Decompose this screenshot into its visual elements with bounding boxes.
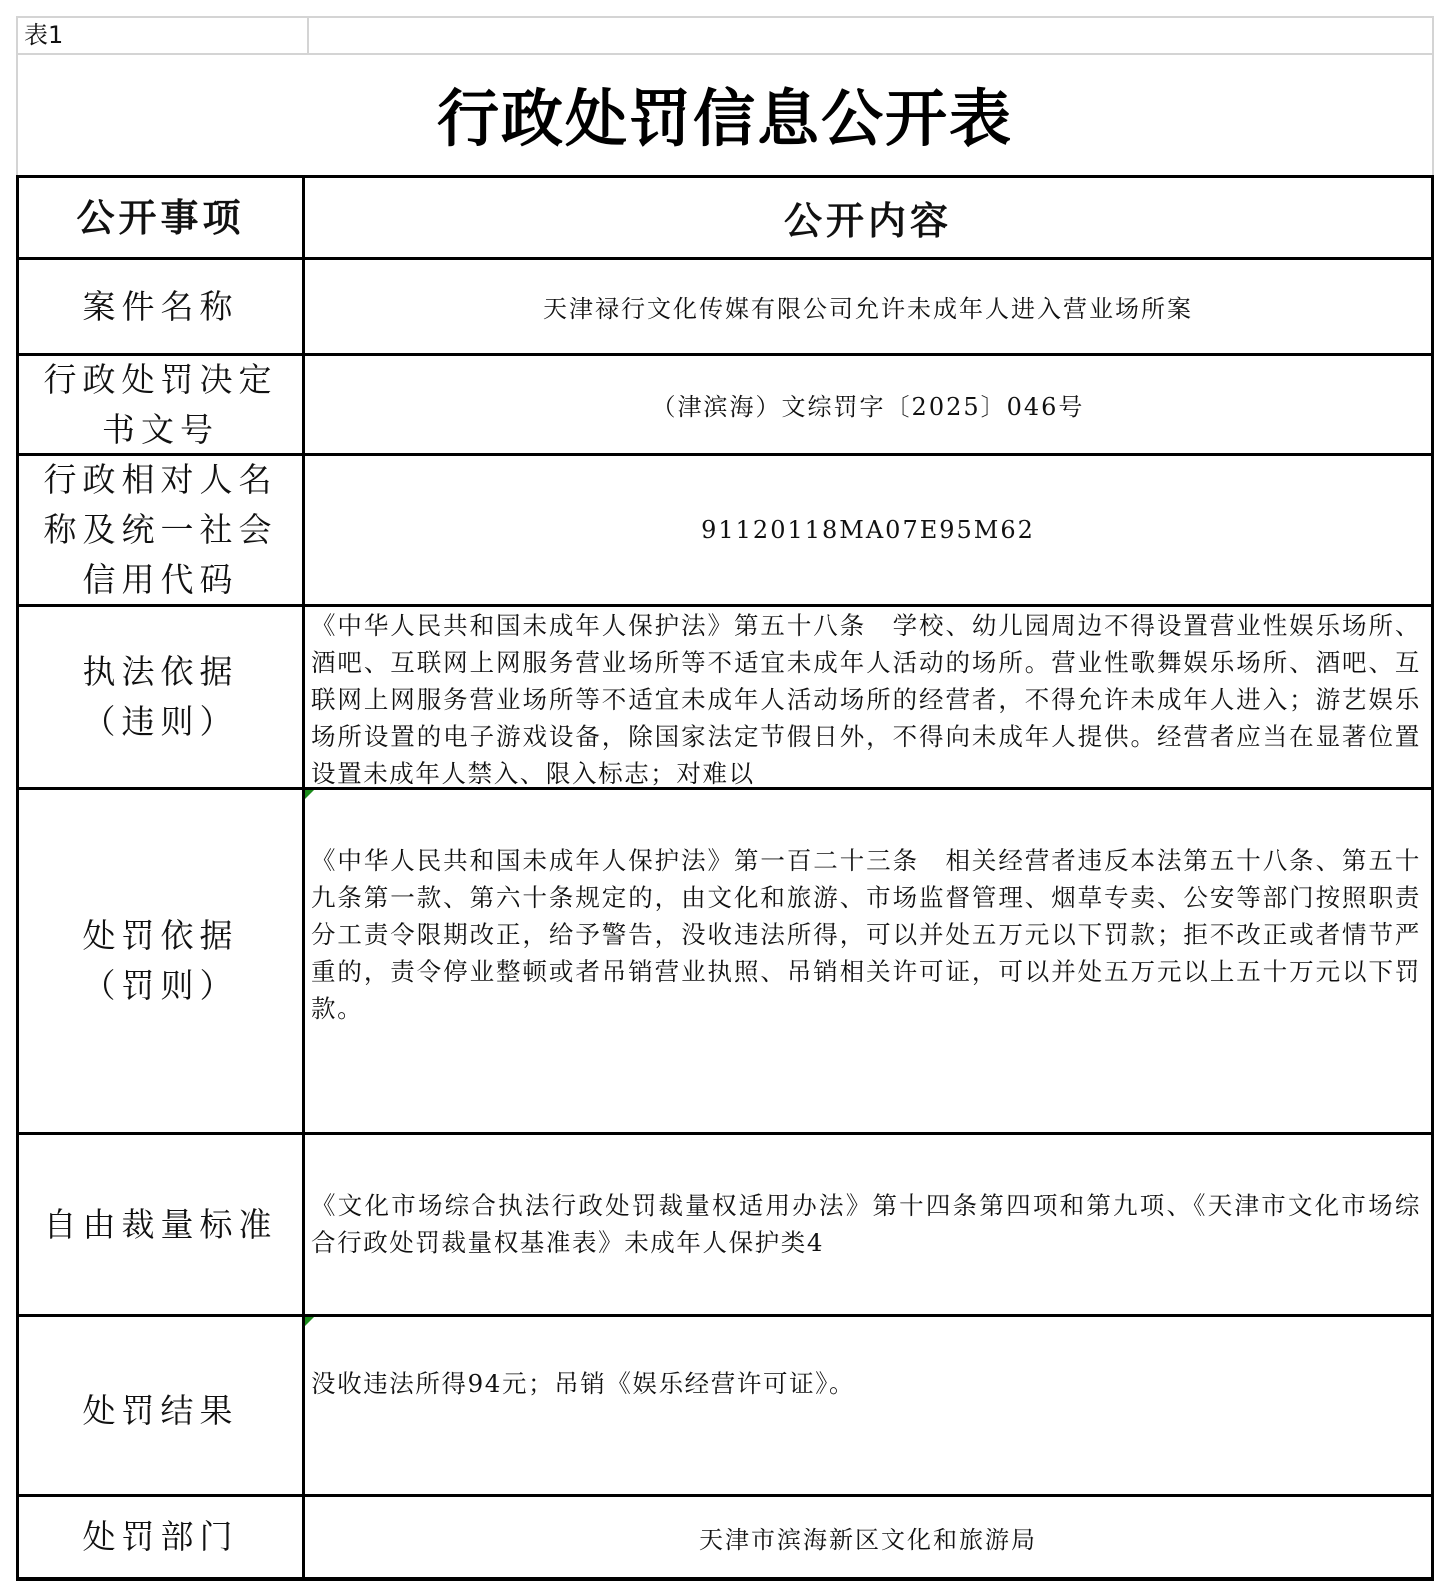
penalty-result-text: 没收违法所得94元；吊销《娱乐经营许可证》。 (311, 1369, 856, 1398)
empty-cell[interactable] (309, 18, 1432, 53)
comment-marker-icon[interactable] (305, 790, 314, 799)
row-label[interactable]: 处罚部门 (19, 1497, 305, 1577)
title-row (16, 53, 1434, 175)
decision-number[interactable]: （津滨海）文综罚字〔2025〕046号 (651, 393, 1085, 421)
violation-basis[interactable] (305, 607, 1431, 787)
table-row (19, 790, 1431, 1135)
table-caption[interactable]: 表1 (18, 18, 309, 53)
table-row (19, 607, 1431, 790)
page-title: 行政处罚信息公开表 (436, 81, 1013, 155)
row-label[interactable]: 自由裁量标准 (19, 1135, 305, 1314)
credit-code[interactable]: 91120118MA07E95M62 (701, 516, 1035, 544)
discretion-standard-text: 《文化市场综合执法行政处罚裁量权适用办法》第十四条第四项和第九项、《天津市文化市场综合行政处罚裁量权基准表》未成年人保护类4 (311, 1191, 1421, 1257)
disclosure-table (16, 175, 1434, 1581)
table-row (19, 1497, 1431, 1577)
spreadsheet (16, 16, 1434, 1581)
penalty-result[interactable] (305, 1317, 1431, 1494)
discretion-standard[interactable] (305, 1135, 1431, 1314)
table-row (19, 456, 1431, 607)
header-item[interactable]: 公开事项 (19, 178, 305, 257)
table-row (19, 1135, 1431, 1317)
penalty-department[interactable]: 天津市滨海新区文化和旅游局 (699, 1525, 1037, 1554)
table-row (19, 356, 1431, 456)
table-row (19, 260, 1431, 356)
penalty-basis-text: 《中华人民共和国未成年人保护法》第一百二十三条 相关经营者违反本法第五十八条、第五十九条第一款、第六十条规定的，由文化和旅游、市场监督管理、烟草专卖、公安等部门按照职责分工责令限期改正，给予警告，没收违法所得，可以并处五万元以下罚款；拒不改正或者情节严重的，责令停业整顿或者吊销营业执照、吊销相关许可证，可以并处五万元以上五十万元以下罚款。 (311, 846, 1421, 1023)
table-row (19, 1317, 1431, 1497)
row-label[interactable]: 行政处罚决定书文号 (19, 356, 305, 453)
row-label[interactable]: 行政相对人名称及统一社会信用代码 (19, 456, 305, 604)
caption-row (16, 16, 1434, 53)
row-label[interactable]: 案件名称 (19, 260, 305, 353)
comment-marker-icon[interactable] (305, 1317, 314, 1326)
row-label[interactable]: 执法依据（违则） (19, 607, 305, 787)
case-name[interactable]: 天津禄行文化传媒有限公司允许未成年人进入营业场所案 (543, 295, 1193, 323)
table-header-row (19, 178, 1431, 260)
penalty-basis[interactable] (305, 790, 1431, 1132)
row-label[interactable]: 处罚依据（罚则） (19, 790, 305, 1132)
header-content[interactable]: 公开内容 (783, 199, 952, 243)
row-label[interactable]: 处罚结果 (19, 1317, 305, 1494)
violation-basis-text: 《中华人民共和国未成年人保护法》第五十八条 学校、幼儿园周边不得设置营业性娱乐场所、酒吧、互联网上网服务营业场所等不适宜未成年人活动的场所。营业性歌舞娱乐场所、酒吧、互联网上网服务营业场所等不适宜未成年人活动场所的经营者，不得允许未成年人进入；游艺娱乐场所设置的电子游戏设备，除国家法定节假日外，不得向未成年人提供。经营者应当在显著位置设置未成年人禁入、限入标志；对难以 (311, 611, 1421, 787)
